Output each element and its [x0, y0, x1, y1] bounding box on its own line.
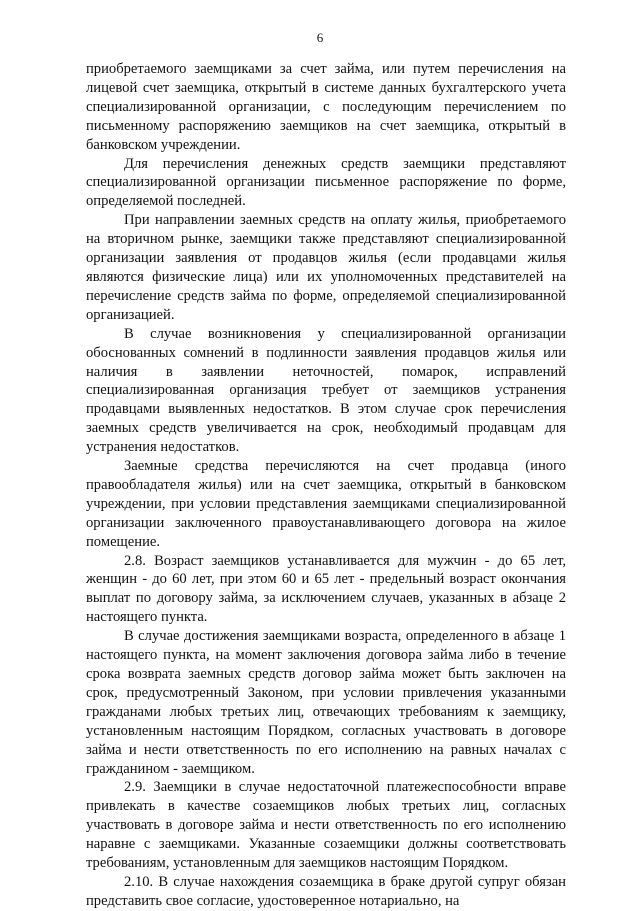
paragraph-2-8: 2.8. Возраст заемщиков устанавливается для мужчин - до 65 лет, женщин - до 60 лет, при этом 60 и 65 лет - предельный возраст окончания выплат по договору займа, за исключением случаев, указанных в абзаце 2 настоящего пункта. — [86, 552, 566, 626]
paragraph-secondary-market: При направлении заемных средств на оплату жилья, приобретаемого на вторичном рынке, заемщики также представляют специализированной организации заявления от продавцов жилья (если продавцами жилья являются физические лица) или их уполномоченных представителей на перечисление средств займа по форме, определяемой специализированной организацией. — [86, 212, 566, 323]
paragraph-2-9: 2.9. Заемщики в случае недостаточной платежеспособности вправе привлекать в качестве созаемщиков любых третьих лиц, согласных участвовать в договоре займа и нести ответственность по его исполнению наравне с заемщиками. Указанные созаемщики должны соответствовать требованиям, установленным для заемщиков настоящим Порядком. — [86, 779, 566, 872]
paragraph-continuation: приобретаемого заемщиками за счет займа, или путем перечисления на лицевой счет заемщика, открытый в системе данных бухгалтерского учета специализированной организации, с последующим перечислением по письменному распоряжению заемщиков на счет заемщика, открытый в банковском учреждении. — [86, 61, 566, 153]
document-body — [86, 60, 566, 911]
paragraph-doubts: В случае возникновения у специализированной организации обоснованных сомнений в подлинности заявления продавцов жилья или наличия в заявлении неточностей, помарок, исправлений специализированная организация требует от заемщиков устранения продавцами выявленных недостатков. В этом случае срок перечисления заемных средств увеличивается на срок, необходимый продавцам для устранения недостатков. — [86, 325, 566, 456]
paragraph-transfer: Заемные средства перечисляются на счет продавца (иного правообладателя жилья) или на счет заемщика, открытый в банковском учреждении, при условии представления заемщиками специализированной организации заключенного правоустанавливающего договора на жилое помещение. — [86, 458, 566, 550]
paragraph-age-limit: В случае достижения заемщиками возраста, определенного в абзаце 1 настоящего пункта, на момент заключения договора займа либо в течение срока возврата заемных средств договор займа может быть заключен на срок, предусмотренный Законом, при условии привлечения указанными гражданами любых третьих лиц, отвечающих требованиям к заемщику, установленным настоящим Порядком, согласных участвовать в договоре займа и нести ответственность по его исполнению на равных началах с гражданином - заемщиком. — [86, 628, 566, 777]
page-number: 6 — [316, 30, 324, 45]
paragraph-2-10: 2.10. В случае нахождения созаемщика в браке другой супруг обязан представить свое согласие, удостоверенное нотариально, на — [86, 873, 566, 909]
paragraph-payment-order: Для перечисления денежных средств заемщики представляют специализированной организации письменное распоряжение по форме, определяемой последней. — [86, 155, 566, 210]
